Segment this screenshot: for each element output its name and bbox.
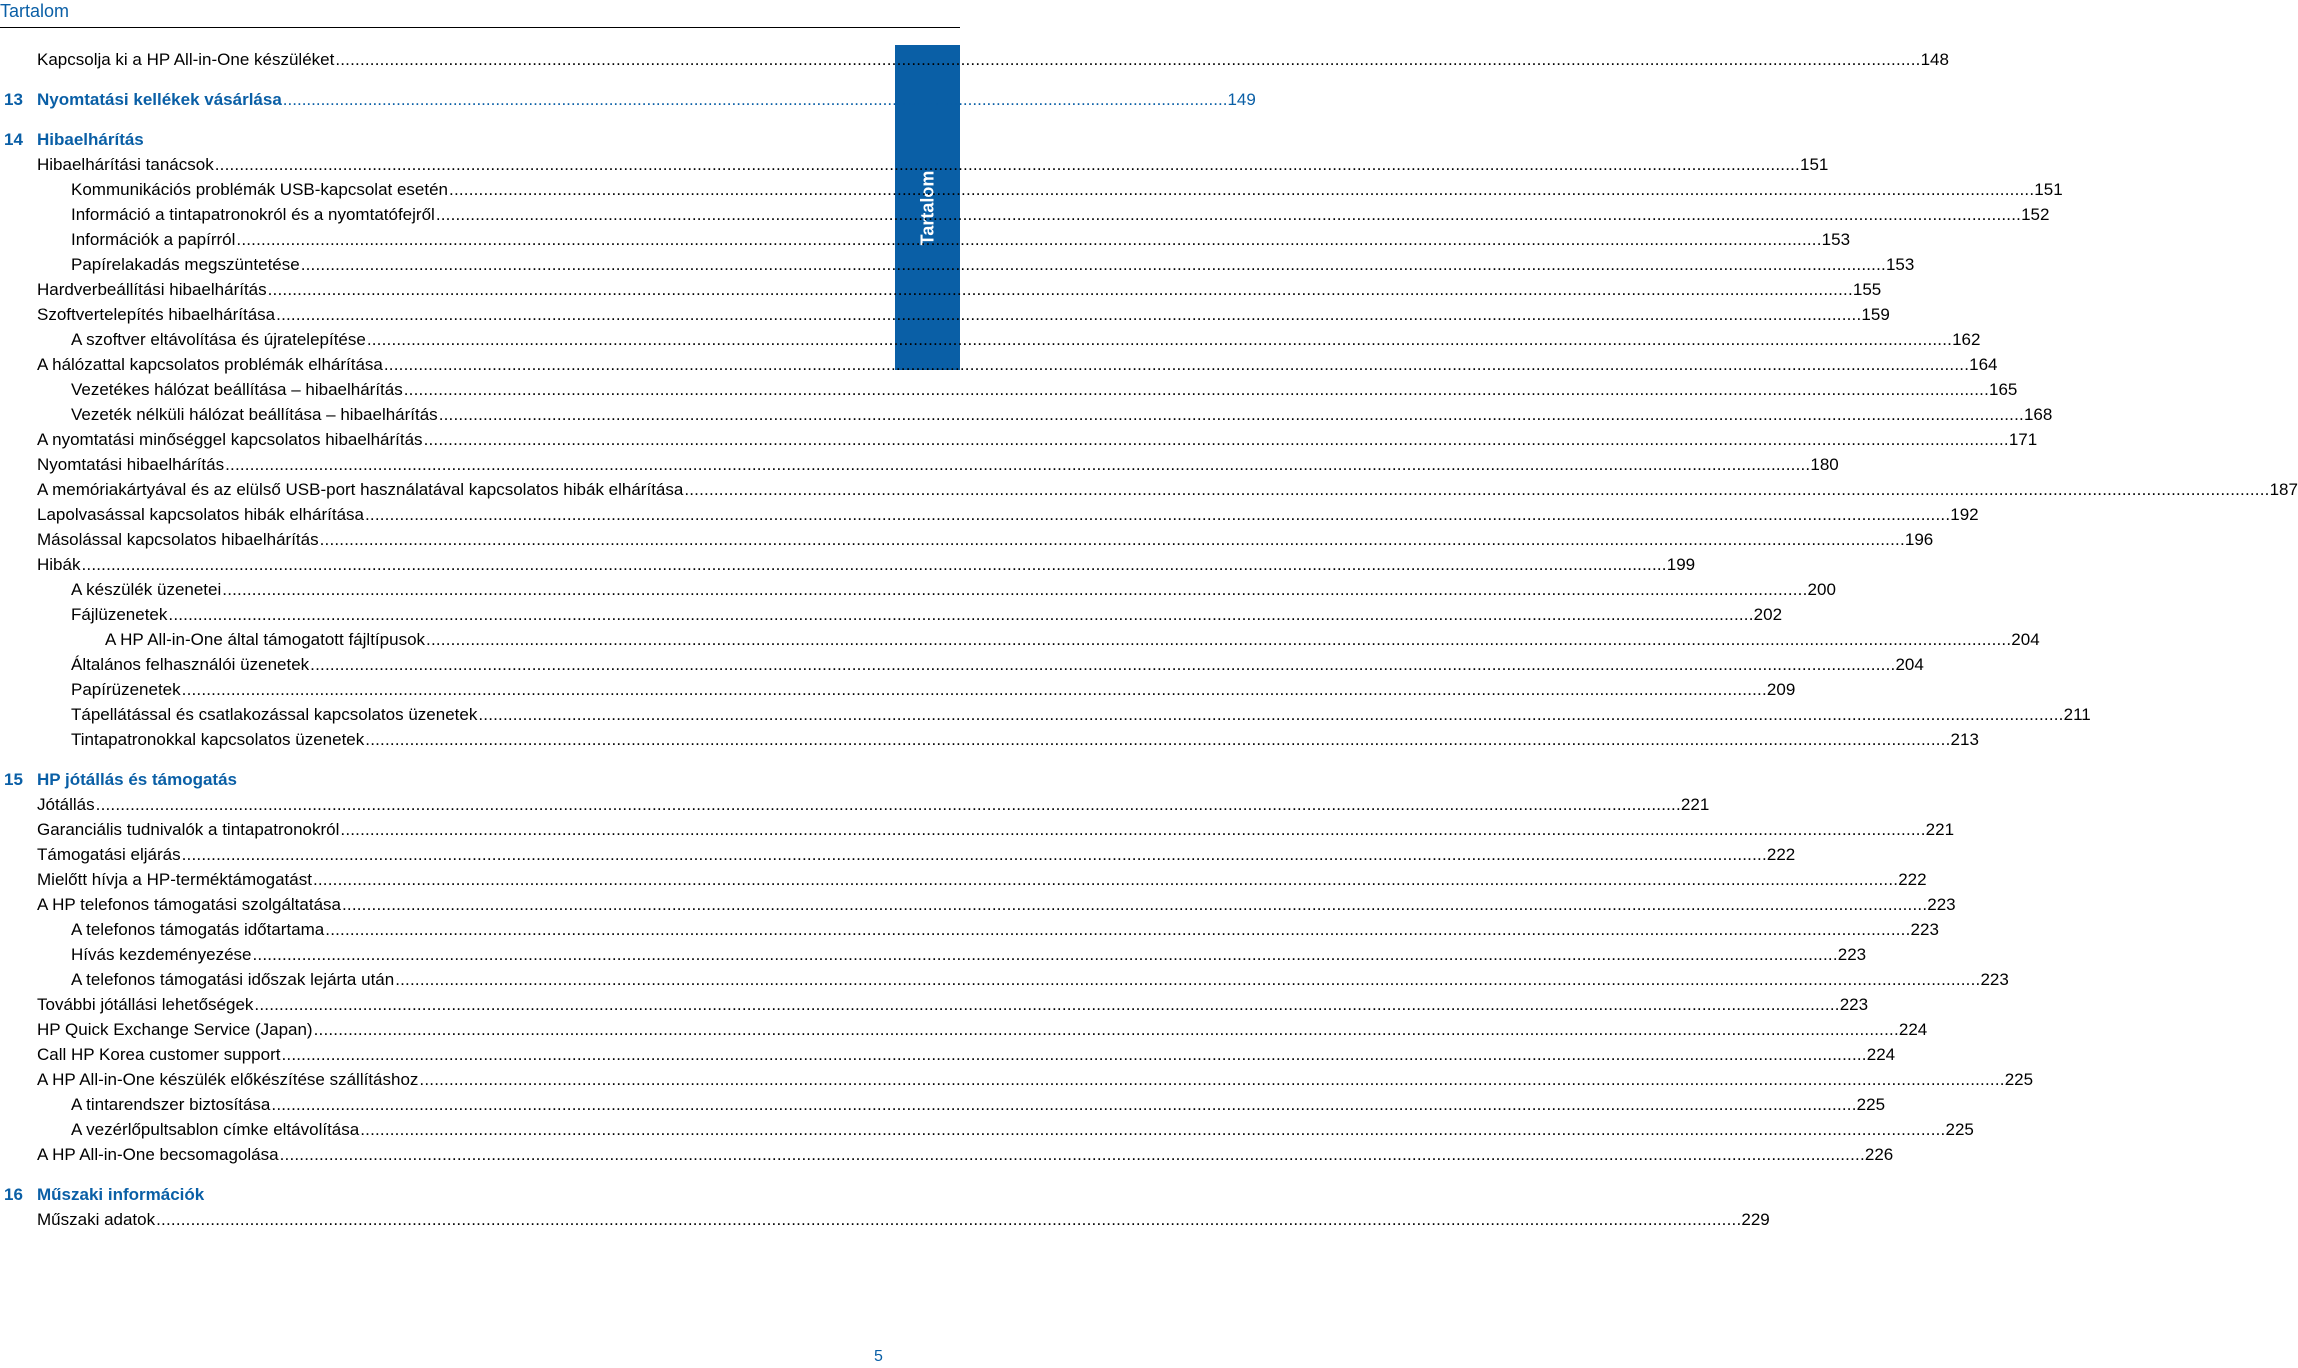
dot-leader: [478, 702, 2063, 727]
dot-leader: [395, 967, 1980, 992]
dot-leader: [281, 1042, 1866, 1067]
toc-entry-label: Mielőtt hívja a HP-terméktámogatást: [37, 867, 313, 892]
toc-entry[interactable]: [0, 552, 1696, 577]
toc-entry-page: 224: [1866, 1045, 1896, 1064]
chapter-number: 13: [4, 90, 23, 109]
toc-entry-label: A szoftver eltávolítása és újratelepítése: [71, 327, 367, 352]
dot-leader: [313, 867, 1898, 892]
toc-entry[interactable]: [0, 152, 1829, 177]
toc-entry[interactable]: [0, 792, 1710, 817]
toc-entry[interactable]: [0, 352, 1998, 377]
toc-entry-page: 223: [1980, 970, 2009, 989]
dot-leader: [365, 727, 1950, 752]
toc-entry-page: 180: [1810, 455, 1839, 474]
toc-entry[interactable]: [0, 727, 1979, 752]
toc-entry-page: 153: [1885, 255, 1915, 274]
toc-entry-page: 222: [1766, 845, 1796, 864]
toc-entry[interactable]: [0, 427, 2038, 452]
dot-leader: [342, 892, 1927, 917]
toc-entry-label: A telefonos támogatási időszak lejárta után: [71, 967, 395, 992]
toc-entry[interactable]: [0, 47, 1949, 72]
toc-entry-label: A HP All-in-One által támogatott fájltípusok: [105, 627, 426, 652]
dot-leader: [215, 152, 1800, 177]
toc-entry-page: 171: [2008, 430, 2038, 449]
toc-entry[interactable]: [0, 1067, 2034, 1092]
dot-leader: [419, 1067, 2004, 1092]
toc-entry-label: Lapolvasással kapcsolatos hibák elhárítása: [37, 502, 365, 527]
dot-leader: [222, 577, 1807, 602]
chapter-heading[interactable]: [0, 1182, 885, 1207]
dot-leader: [280, 1142, 1865, 1167]
dot-leader: [254, 992, 1839, 1017]
toc-entry-label: HP Quick Exchange Service (Japan): [37, 1017, 314, 1042]
toc-entry-page: 209: [1766, 680, 1796, 699]
toc-entry-page: 204: [1895, 655, 1924, 674]
toc-entry-label: A tintarendszer biztosítása: [71, 1092, 271, 1117]
toc-entry-page: 226: [1864, 1145, 1894, 1164]
toc-entry[interactable]: [0, 452, 1839, 477]
toc-entry-page: 162: [1952, 330, 1981, 349]
toc-entry[interactable]: [0, 627, 2040, 652]
toc-entry-label: Hívás kezdeményezése: [71, 942, 252, 967]
toc-entry-page: 224: [1898, 1020, 1928, 1039]
dot-leader: [320, 527, 1905, 552]
toc-entry[interactable]: [0, 377, 2018, 402]
dot-leader: [449, 177, 2034, 202]
dot-leader: [81, 552, 1666, 577]
toc-entry[interactable]: [0, 942, 1867, 967]
toc-entry-label: Nyomtatási hibaelhárítás: [37, 452, 225, 477]
chapter-title: Nyomtatási kellékek vásárlása: [0, 87, 283, 112]
dot-leader: [156, 1207, 1741, 1232]
toc-entry[interactable]: [0, 302, 1890, 327]
toc-entry-page: 187: [2269, 480, 2298, 499]
toc-entry-label: A hálózattal kapcsolatos problémák elhárítása: [37, 352, 384, 377]
toc-entry-page: 222: [1898, 870, 1927, 889]
dot-leader: [168, 602, 1753, 627]
toc-entry[interactable]: [0, 867, 1927, 892]
side-tab-label: Tartalom: [917, 170, 937, 245]
chapter-number: 14: [4, 130, 23, 149]
dot-leader: [225, 452, 1810, 477]
toc-entry-page: 223: [1837, 945, 1867, 964]
toc-entry[interactable]: [0, 677, 1796, 702]
toc-entry[interactable]: [0, 817, 1955, 842]
toc-entry-label: Vezetékes hálózat beállítása – hibaelhárítás: [71, 377, 404, 402]
dot-leader: [301, 252, 1886, 277]
toc-entry-label: A nyomtatási minőséggel kapcsolatos hibaelhárítás: [37, 427, 424, 452]
toc-entry[interactable]: [0, 1017, 1928, 1042]
toc-entry[interactable]: [0, 1207, 1770, 1232]
toc-entry-label: Kapcsolja ki a HP All-in-One készüléket: [37, 47, 335, 72]
header-rule: [0, 27, 960, 28]
toc-entry[interactable]: [0, 992, 1869, 1017]
dot-leader: [426, 627, 2011, 652]
dot-leader: [384, 352, 1969, 377]
toc-entry-page: 196: [1904, 530, 1934, 549]
toc-entry-page: 223: [1839, 995, 1869, 1014]
dot-leader: [335, 47, 1920, 72]
toc-entry[interactable]: [0, 1142, 1894, 1167]
toc-entry[interactable]: [0, 892, 1956, 917]
toc-entry-label: Fájlüzenetek: [71, 602, 168, 627]
toc-entry-label: Hibák: [37, 552, 81, 577]
chapter-heading[interactable]: [0, 767, 885, 792]
toc-entry-label: Tintapatronokkal kapcsolatos üzenetek: [71, 727, 365, 752]
toc-entry-label: Call HP Korea customer support: [37, 1042, 281, 1067]
toc-entry[interactable]: [0, 602, 1783, 627]
dot-leader: [404, 377, 1989, 402]
toc-entry-page: 155: [1852, 280, 1882, 299]
toc-entry-label: Tápellátással és csatlakozással kapcsolatos üzenetek: [71, 702, 478, 727]
toc-entry-page: 211: [2063, 705, 2091, 724]
toc-entry-page: 159: [1861, 305, 1890, 324]
toc-entry-label: Papírüzenetek: [71, 677, 182, 702]
toc-entry-label: Támogatási eljárás: [37, 842, 182, 867]
toc-entry-page: 213: [1950, 730, 1979, 749]
page-number: 5: [874, 1348, 883, 1365]
toc-entry-page: 192: [1950, 505, 1979, 524]
dot-leader: [252, 942, 1837, 967]
toc-entry-page: 229: [1741, 1210, 1770, 1229]
toc-entry[interactable]: [0, 527, 1934, 552]
toc-entry[interactable]: [0, 967, 2009, 992]
dot-leader: [424, 427, 2009, 452]
dot-leader: [271, 1092, 1856, 1117]
chapter-title: Műszaki információk: [37, 1185, 205, 1204]
chapter-title: HP jótállás és támogatás: [37, 770, 237, 789]
toc-entry-label: Garanciális tudnivalók a tintapatronokról: [37, 817, 340, 842]
toc-entry-label: Jótállás: [37, 792, 96, 817]
toc-entry[interactable]: [0, 177, 2063, 202]
chapter-heading[interactable]: [0, 87, 1256, 112]
toc-entry-label: A telefonos támogatás időtartama: [71, 917, 325, 942]
dot-leader: [236, 227, 1821, 252]
toc-entry-label: Másolással kapcsolatos hibaelhárítás: [37, 527, 320, 552]
toc-entry[interactable]: [0, 702, 2091, 727]
chapter-number: 16: [4, 1185, 23, 1204]
dot-leader: [276, 302, 1861, 327]
toc-entry-label: Információk a papírról: [71, 227, 236, 252]
toc-entry-page: 152: [2021, 205, 2050, 224]
toc-entry-page: 204: [2011, 630, 2040, 649]
toc-entry-label: Vezeték nélküli hálózat beállítása – hibaelhárítás: [71, 402, 439, 427]
toc-entry-label: Hibaelhárítási tanácsok: [37, 152, 215, 177]
dot-leader: [268, 277, 1853, 302]
toc-entry[interactable]: [0, 227, 1851, 252]
toc-entry-label: A HP telefonos támogatási szolgáltatása: [37, 892, 342, 917]
toc-entry[interactable]: [0, 652, 1924, 677]
toc-entry-page: 151: [1799, 155, 1829, 174]
toc-entry-label: A HP All-in-One készülék előkészítése szállításhoz: [37, 1067, 419, 1092]
toc-entry-page: 221: [1680, 795, 1710, 814]
toc-entry-label: A vezérlőpultsablon címke eltávolítása: [71, 1117, 360, 1142]
toc-entry-page: 225: [1856, 1095, 1886, 1114]
toc-entry[interactable]: [0, 577, 1836, 602]
toc-entry-page: 168: [2023, 405, 2053, 424]
dot-leader: [182, 677, 1767, 702]
dot-leader: [436, 202, 2021, 227]
toc-entry-label: További jótállási lehetőségek: [37, 992, 254, 1017]
toc-entry-page: 200: [1807, 580, 1836, 599]
dot-leader: [439, 402, 2024, 427]
toc-entry[interactable]: [0, 327, 1981, 352]
chapter-title: Hibaelhárítás: [37, 130, 144, 149]
toc-entry[interactable]: [0, 277, 1882, 302]
dot-leader: [96, 792, 1681, 817]
dot-leader: [360, 1117, 1945, 1142]
toc-entry[interactable]: [0, 1117, 1974, 1142]
toc-entry-label: Hardverbeállítási hibaelhárítás: [37, 277, 268, 302]
toc-entry-page: 225: [1945, 1120, 1974, 1139]
dot-leader: [365, 502, 1950, 527]
dot-leader: [310, 652, 1895, 677]
toc-entry-label: Kommunikációs problémák USB-kapcsolat esetén: [71, 177, 449, 202]
toc-entry-page: 225: [2004, 1070, 2034, 1089]
toc-entry-page: 223: [1927, 895, 1956, 914]
toc-entry[interactable]: [0, 1092, 1886, 1117]
chapter-number: 15: [4, 770, 23, 789]
chapter-heading[interactable]: [0, 127, 885, 152]
toc-entry-page: 153: [1821, 230, 1851, 249]
toc-entry-label: A készülék üzenetei: [71, 577, 222, 602]
toc-entry[interactable]: [0, 477, 2298, 502]
toc-entry-label: Információ a tintapatronokról és a nyomtatófejről: [71, 202, 436, 227]
toc-entry-page: 202: [1753, 605, 1783, 624]
dot-leader: [684, 477, 2269, 502]
header-title: Tartalom: [0, 1, 70, 21]
toc-entry[interactable]: [0, 842, 1796, 867]
toc-entry-page: 164: [1969, 355, 1998, 374]
toc-entry-page: 223: [1910, 920, 1939, 939]
toc-entry-page: 165: [1989, 380, 2018, 399]
toc-entry[interactable]: [0, 917, 1939, 942]
toc-entry[interactable]: [0, 1042, 1896, 1067]
dot-leader: [182, 842, 1767, 867]
toc-entry-page: 148: [1920, 50, 1949, 69]
toc-entry-label: Műszaki adatok: [37, 1207, 156, 1232]
dot-leader: [367, 327, 1952, 352]
toc-entry-label: A HP All-in-One becsomagolása: [37, 1142, 280, 1167]
toc-entry-page: 151: [2034, 180, 2063, 199]
toc-entry[interactable]: [0, 202, 2050, 227]
chapter-page: 149: [1227, 90, 1256, 109]
toc-entry-label: Általános felhasználói üzenetek: [71, 652, 310, 677]
dot-leader: [325, 917, 1910, 942]
toc-entry[interactable]: [0, 252, 1915, 277]
toc-entry[interactable]: [0, 402, 2053, 427]
toc-entry-page: 199: [1666, 555, 1696, 574]
toc-entry[interactable]: [0, 502, 1979, 527]
toc-entry-page: 221: [1925, 820, 1955, 839]
dot-leader: [340, 817, 1925, 842]
toc-entry-label: Szoftvertelepítés hibaelhárítása: [37, 302, 276, 327]
toc-entry-label: A memóriakártyával és az elülső USB-port használatával kapcsolatos hibák elhárítása: [37, 477, 684, 502]
toc-entry-label: Papírelakadás megszüntetése: [71, 252, 301, 277]
dot-leader: [314, 1017, 1899, 1042]
dot-leader: ........................................................................................................................................................................................................: [282, 90, 1228, 109]
